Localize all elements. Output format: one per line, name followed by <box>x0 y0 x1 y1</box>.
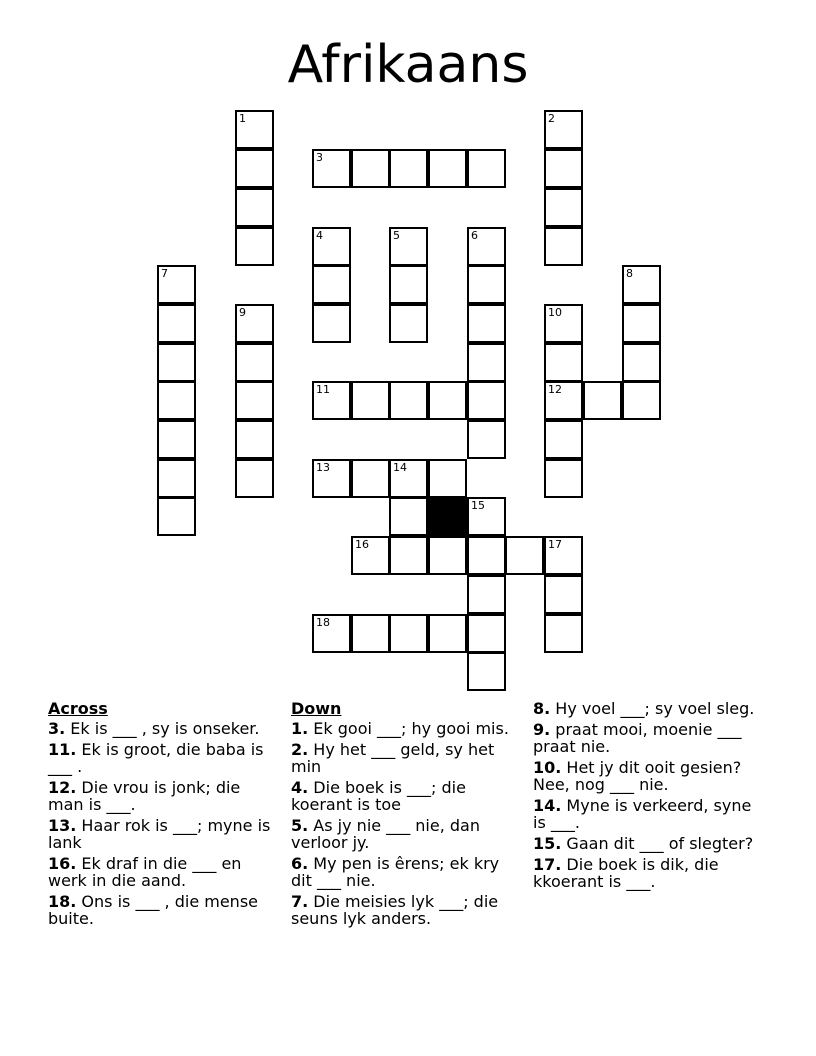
grid-cell[interactable] <box>428 614 467 653</box>
clue-number: 6. <box>291 854 309 873</box>
cell-number: 8 <box>626 267 633 280</box>
grid-cell[interactable] <box>312 304 351 343</box>
across-heading: Across <box>48 699 108 718</box>
grid-cell[interactable] <box>312 459 351 498</box>
clue-text: Myne is verkeerd, syne is ___. <box>533 796 752 832</box>
grid-cell[interactable] <box>235 188 274 227</box>
clue-number: 13. <box>48 816 77 835</box>
grid-cell[interactable] <box>389 149 428 188</box>
clue-number: 10. <box>533 758 562 777</box>
clue-item <box>48 720 278 737</box>
grid-cell[interactable] <box>235 420 274 459</box>
clue-item <box>48 855 278 889</box>
grid-cell[interactable] <box>351 536 390 575</box>
clue-item <box>291 720 516 737</box>
grid-cell[interactable] <box>312 265 351 304</box>
clue-text: Die boek is dik, die kkoerant is ___. <box>533 855 719 891</box>
grid-cell[interactable] <box>351 614 390 653</box>
grid-cell[interactable] <box>467 614 506 653</box>
grid-cell[interactable] <box>157 420 196 459</box>
cell-number: 9 <box>239 306 246 319</box>
grid-cell[interactable] <box>312 149 351 188</box>
grid-cell[interactable] <box>312 381 351 420</box>
cell-number: 6 <box>471 229 478 242</box>
grid-cell[interactable] <box>544 575 583 614</box>
clue-number: 1. <box>291 719 309 738</box>
clue-text: Ek is groot, die baba is ___ . <box>48 740 264 776</box>
grid-cell[interactable] <box>389 536 428 575</box>
grid-cell[interactable] <box>389 614 428 653</box>
clue-number: 12. <box>48 778 77 797</box>
cell-number: 10 <box>548 306 562 319</box>
grid-cell[interactable] <box>544 304 583 343</box>
clue-text: Die vrou is jonk; die man is ___. <box>48 778 241 814</box>
grid-cell[interactable] <box>544 420 583 459</box>
clue-item <box>48 893 278 927</box>
grid-cell[interactable] <box>351 381 390 420</box>
cell-number: 7 <box>161 267 168 280</box>
cell-number: 2 <box>548 112 555 125</box>
grid-cell[interactable] <box>389 381 428 420</box>
clue-item <box>291 855 516 889</box>
clue-item <box>533 700 758 717</box>
grid-cell[interactable] <box>428 536 467 575</box>
clue-number: 7. <box>291 892 309 911</box>
grid-cell[interactable] <box>235 110 274 149</box>
grid-cell[interactable] <box>235 381 274 420</box>
grid-cell[interactable] <box>622 265 661 304</box>
grid-cell[interactable] <box>467 575 506 614</box>
clue-item <box>48 741 278 775</box>
puzzle-title: Afrikaans <box>287 35 529 95</box>
grid-cell[interactable] <box>467 652 506 691</box>
clue-item <box>533 835 758 852</box>
cell-number: 5 <box>393 229 400 242</box>
cell-number: 1 <box>239 112 246 125</box>
clue-number: 11. <box>48 740 77 759</box>
grid-cell[interactable] <box>389 459 428 498</box>
clue-item <box>533 759 758 793</box>
grid-cell[interactable] <box>351 459 390 498</box>
grid-cell[interactable] <box>544 188 583 227</box>
clue-text: Gaan dit ___ of slegter? <box>561 834 754 853</box>
grid-cell[interactable] <box>235 227 274 266</box>
clue-item <box>48 817 278 851</box>
grid-cell[interactable] <box>544 227 583 266</box>
clue-item <box>533 721 758 755</box>
clue-text: Ek draf in die ___ en werk in die aand. <box>48 854 242 890</box>
grid-cell[interactable] <box>544 381 583 420</box>
grid-cell[interactable] <box>467 497 506 536</box>
grid-cell[interactable] <box>622 343 661 382</box>
grid-cell[interactable] <box>467 149 506 188</box>
clue-text: Die boek is ___; die koerant is toe <box>291 778 466 814</box>
black-square <box>428 497 467 536</box>
cell-number: 14 <box>393 461 407 474</box>
grid-cell[interactable] <box>312 614 351 653</box>
clue-item <box>291 779 516 813</box>
grid-cell[interactable] <box>544 536 583 575</box>
grid-cell[interactable] <box>389 265 428 304</box>
cell-number: 18 <box>316 616 330 629</box>
clue-number: 15. <box>533 834 562 853</box>
grid-cell[interactable] <box>467 536 506 575</box>
grid-cell[interactable] <box>622 304 661 343</box>
grid-cell[interactable] <box>544 459 583 498</box>
grid-cell[interactable] <box>157 497 196 536</box>
cell-number: 15 <box>471 499 485 512</box>
grid-cell[interactable] <box>467 265 506 304</box>
grid-cell[interactable] <box>544 149 583 188</box>
grid-cell[interactable] <box>389 497 428 536</box>
cell-number: 4 <box>316 229 323 242</box>
clue-item <box>48 779 278 813</box>
grid-cell[interactable] <box>544 110 583 149</box>
down-clues-continued <box>533 700 758 894</box>
clue-number: 17. <box>533 855 562 874</box>
grid-cell[interactable] <box>467 227 506 266</box>
grid-cell[interactable] <box>428 459 467 498</box>
grid-cell[interactable] <box>544 343 583 382</box>
grid-cell[interactable] <box>157 265 196 304</box>
clue-item <box>291 893 516 927</box>
down-clues <box>291 700 516 931</box>
grid-cell[interactable] <box>312 227 351 266</box>
grid-cell[interactable] <box>157 459 196 498</box>
grid-cell[interactable] <box>351 149 390 188</box>
clue-item <box>291 817 516 851</box>
grid-cell[interactable] <box>235 459 274 498</box>
cell-number: 17 <box>548 538 562 551</box>
grid-cell[interactable] <box>583 381 622 420</box>
clue-number: 3. <box>48 719 66 738</box>
grid-cell[interactable] <box>505 536 544 575</box>
clue-number: 18. <box>48 892 77 911</box>
clue-text: Ek is ___ , sy is onseker. <box>65 719 260 738</box>
grid-cell[interactable] <box>428 381 467 420</box>
clue-text: As jy nie ___ nie, dan verloor jy. <box>291 816 480 852</box>
clue-item <box>291 741 516 775</box>
clue-item <box>533 856 758 890</box>
clue-number: 16. <box>48 854 77 873</box>
grid-cell[interactable] <box>389 227 428 266</box>
clue-number: 9. <box>533 720 551 739</box>
grid-cell[interactable] <box>235 149 274 188</box>
clue-number: 8. <box>533 699 551 718</box>
clue-text: Hy het ___ geld, sy het min <box>291 740 495 776</box>
grid-cell[interactable] <box>157 381 196 420</box>
clue-item <box>533 797 758 831</box>
clue-number: 5. <box>291 816 309 835</box>
clue-text: Het jy dit ooit gesien? Nee, nog ___ nie. <box>533 758 742 794</box>
clue-text: praat mooi, moenie ___ praat nie. <box>533 720 742 756</box>
down-heading: Down <box>291 699 342 718</box>
cell-number: 3 <box>316 151 323 164</box>
grid-cell[interactable] <box>622 381 661 420</box>
grid-cell[interactable] <box>389 304 428 343</box>
grid-cell[interactable] <box>235 304 274 343</box>
grid-cell[interactable] <box>235 343 274 382</box>
clue-text: My pen is êrens; ek kry dit ___ nie. <box>291 854 500 890</box>
grid-cell[interactable] <box>467 304 506 343</box>
cell-number: 16 <box>355 538 369 551</box>
grid-cell[interactable] <box>544 614 583 653</box>
clue-text: Hy voel ___; sy voel sleg. <box>550 699 755 718</box>
clue-number: 14. <box>533 796 562 815</box>
cell-number: 11 <box>316 383 330 396</box>
grid-cell[interactable] <box>157 343 196 382</box>
grid-cell[interactable] <box>467 381 506 420</box>
clue-text: Haar rok is ___; myne is lank <box>48 816 271 852</box>
grid-cell[interactable] <box>157 304 196 343</box>
cell-number: 13 <box>316 461 330 474</box>
clue-number: 4. <box>291 778 309 797</box>
clue-number: 2. <box>291 740 309 759</box>
across-clues <box>48 700 278 931</box>
clue-text: Ons is ___ , die mense buite. <box>48 892 258 928</box>
cell-number: 12 <box>548 383 562 396</box>
grid-cell[interactable] <box>428 149 467 188</box>
clue-text: Die meisies lyk ___; die seuns lyk anders. <box>291 892 499 928</box>
grid-cell[interactable] <box>467 420 506 459</box>
clue-text: Ek gooi ___; hy gooi mis. <box>308 719 509 738</box>
grid-cell[interactable] <box>467 343 506 382</box>
